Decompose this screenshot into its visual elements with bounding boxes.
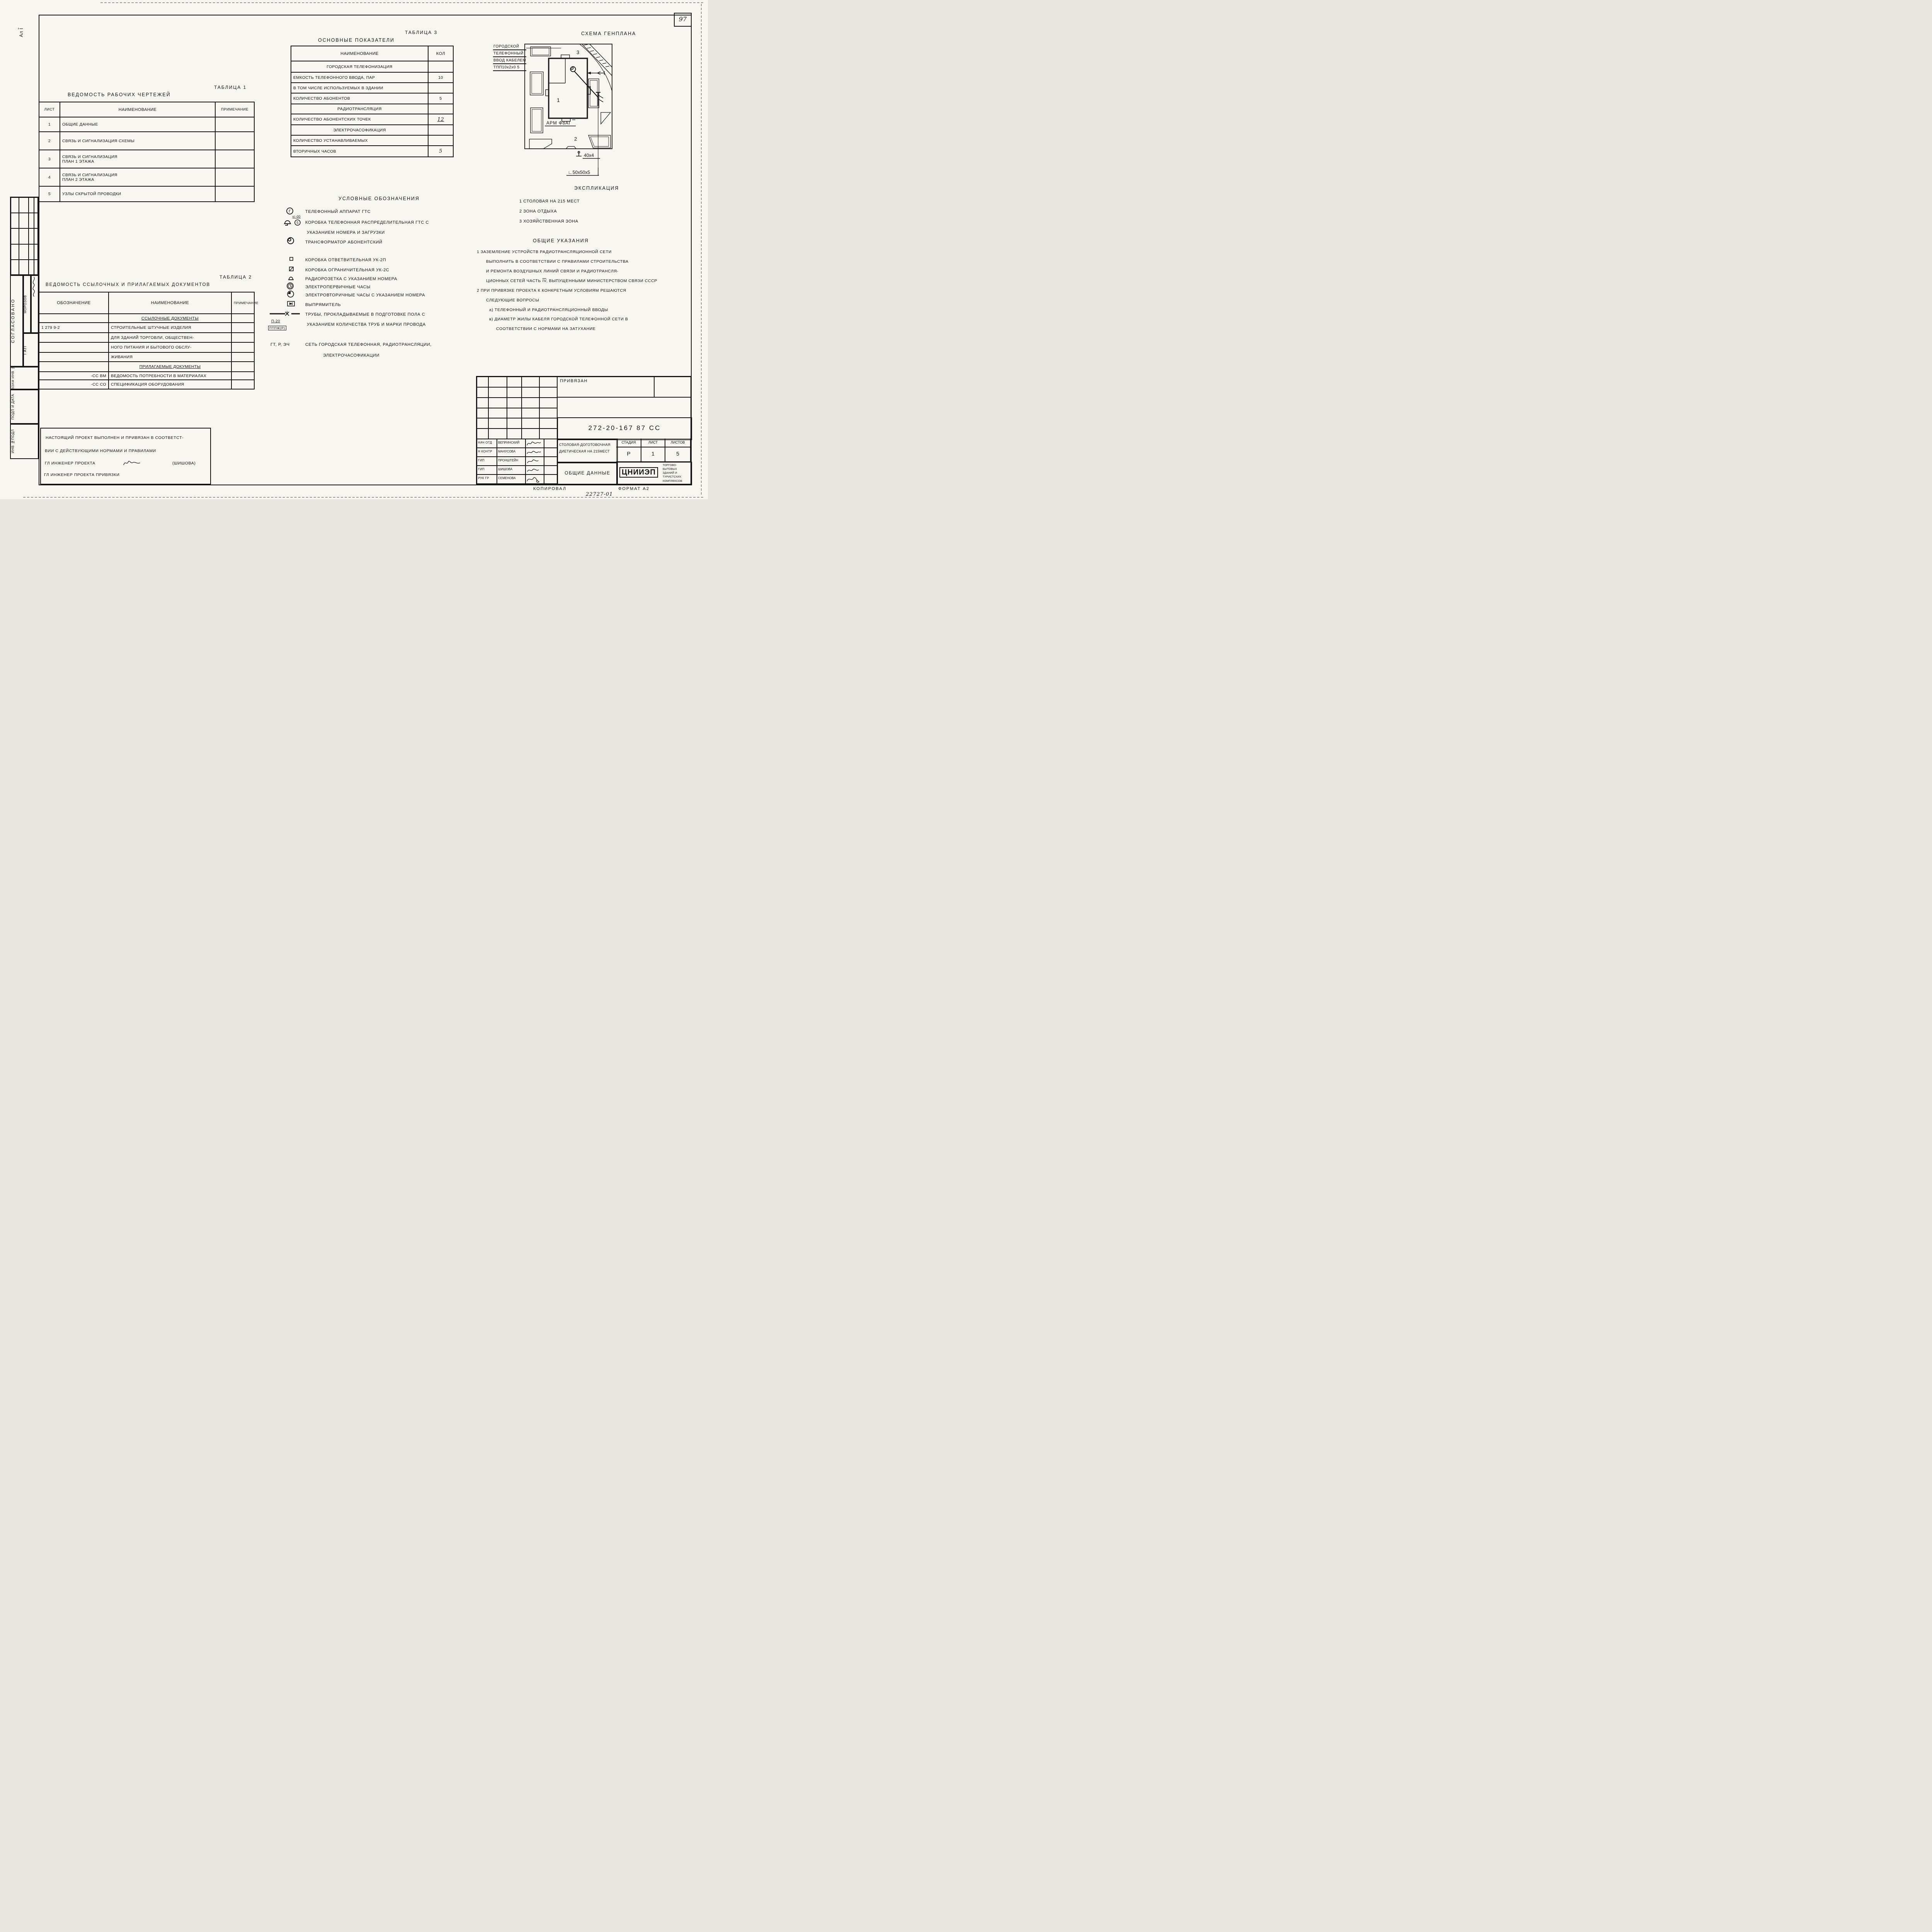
table-row: НОГО ПИТАНИЯ И БЫТОВОГО ОБСЛУ- [39,342,254,352]
notes-line: СЛЕДУЮЩИЕ ВОПРОСЫ [486,298,539,303]
svg-text:1: 1 [557,97,560,103]
secondary-clock-icon [287,290,294,298]
org-logo: ЦНИИЭП [619,467,658,478]
table1-header-list: ЛИСТ [39,102,60,117]
drawing-sheet [0,0,708,499]
callout-line: ГОРОДСКОЙ [493,43,526,50]
signer-name: ВЕПРИНСКИЙ [497,439,526,448]
stage-value-row [616,447,690,462]
table-row: КОЛИЧЕСТВО АБОНЕНТСКИХ ТОЧЕК 12 [291,114,453,125]
table-row: ЭЛЕКТРОЧАСОФИКАЦИЯ [291,125,453,135]
table3-title: ОСНОВНЫЕ ПОКАЗАТЕЛИ [318,37,395,43]
table-row: 5 УЗЛЫ СКРЫТОЙ ПРОВОДКИ [39,186,254,202]
table2-header-code: ОБОЗНАЧЕНИЕ [39,292,109,314]
table-row: ГОРОДСКАЯ ТЕЛЕФОНИЗАЦИЯ [291,61,453,72]
signer-role: ГИП [477,457,497,466]
table-row: ВТОРИЧНЫХ ЧАСОВ 5 [291,146,453,157]
legend-item-text: КОРОБКА ОТВЕТВИТЕЛЬНАЯ УК-2П [305,258,386,262]
title-block [476,376,691,485]
legend-item-text: СЕТЬ ГОРОДСКАЯ ТЕЛЕФОННАЯ, РАДИОТРАНСЛЯЦИИ, [305,342,432,347]
svg-text:2: 2 [574,136,577,142]
footer-code: 22727-01 [586,492,613,497]
table-row: ПРИЛАГАЕМЫЕ ДОКУМЕНТЫ [39,362,254,372]
table1 [39,102,255,202]
svg-text:Г: Г [289,209,291,214]
margin-soglasovano-cell [10,274,24,367]
notes-line: ЦИОННЫХ СЕТЕЙ ЧАСТЬ $\overline{IV}$, ВЫПУЩЕННЫМИ МИНИСТЕРСТВОМ СВЯЗИ СССР [486,279,657,283]
table1-tag: ТАБЛИЦА 1 [214,85,247,90]
vzam-label: ВЗАМ ИНВ № [11,366,15,389]
note-line: ГЛ ИНЖЕНЕР ПРОЕКТА [45,461,95,466]
legend-item-text: ТРУБЫ, ПРОКЛАДЫВАЕМЫЕ В ПОДГОТОВКЕ ПОЛА С [305,312,425,317]
legend-item-text: ТРАНСФОРМАТОР АБОНЕНТСКИЙ [305,240,383,245]
table2-tag: ТАБЛИЦА 2 [219,274,252,280]
genplan-drawing [521,40,637,179]
table-row: ССЫЛОЧНЫЕ ДОКУМЕНТЫ [39,314,254,323]
signer-name: МАНУСОВА [497,448,526,457]
signer-role: Н КОНТР [477,448,497,457]
legend-title: УСЛОВНЫЕ ОБОЗНАЧЕНИЯ [338,196,420,201]
signer-signature [526,474,544,484]
legend-item-text: КОРОБКА ОГРАНИЧИТЕЛЬНАЯ УК-2С [305,268,389,272]
signer-signature [526,439,544,448]
legend-item-text: ЭЛЕКТРОЧАСОФИКАЦИИ [323,353,380,358]
explication-item: 1 СТОЛОВАЯ НА 215 МЕСТ [519,199,580,204]
table3-tag: ТАБЛИЦА 3 [405,30,438,35]
callout-line: ВВОД КАБЕЛЕМ [493,57,526,64]
legend-item-text: ТЕЛЕФОННЫЙ АППАРАТ ГТС [305,209,371,214]
note-line: ВИИ С ДЕЙСТВУЮЩИМИ НОРМАМИ И ПРАВИЛАМИ [45,449,156,453]
table-row: ДЛЯ ЗДАНИЙ ТОРГОВЛИ, ОБЩЕСТВЕН- [39,333,254,342]
table1-title: ВЕДОМОСТЬ РАБОЧИХ ЧЕРТЕЖЕЙ [68,92,171,97]
empty-band-cell [557,397,691,418]
table3-header-qty: КОЛ [428,46,453,61]
margin-gap-cell [22,332,39,367]
rectifier-icon [287,300,295,307]
signer-signature [526,448,544,457]
signer-role: НАЧ ОТД [477,439,497,448]
margin-inv-cell [10,423,39,459]
branch-box-icon [289,256,294,262]
signer-name: СЕМЕНОВА [497,474,526,484]
dim-50x50x5: ∟50х50х5 [568,170,590,175]
margin-signature-cell [30,274,39,334]
legend-item-text: РАДИОРОЗЕТКА С УКАЗАНИЕМ НОМЕРА [305,277,397,281]
sheets-label: ЛИСТОВ [665,439,690,447]
svg-text:АРМ Ф8АI: АРМ Ф8АI [546,121,570,126]
gap-label: ГАП [23,345,27,355]
note-line-name: (ШИШОВА) [172,461,196,466]
format-label: ФОРМАТ А2 [618,486,650,491]
table-row: ЕМКОСТЬ ТЕЛЕФОННОГО ВВОДА, ПАР 10 [291,72,453,83]
signer-name: ПРОНШТЕЙН [497,457,526,466]
telephone-icon [286,207,294,215]
table-row: ЖИВАНИЯ [39,352,254,362]
note-line: ГЛ ИНЖЕНЕР ПРОЕКТА ПРИВЯЗКИ [44,473,120,477]
transformer-icon [287,236,294,245]
callout-line: ТПП10х2х0 5 [493,64,526,71]
legend-item-text: ЭЛЕКТРОПЕРВИЧНЫЕ ЧАСЫ [305,285,371,289]
table-row: -СС ВМ ВЕДОМОСТЬ ПОТРЕБНОСТИ В МАТЕРИАЛАХ [39,372,254,380]
notes-line: 2 ПРИ ПРИВЯЗКЕ ПРОЕКТА К КОНКРЕТНЫМ УСЛОВИЯМ РЕШАЮТСЯ [477,288,626,293]
org-cell [616,462,692,485]
explication-title: ЭКСПЛИКАЦИЯ [574,185,619,191]
notes-line: 1 ЗАЗЕМЛЕНИЕ УСТРОЙСТВ РАДИОТРАНСЛЯЦИОННОЙ СЕТИ [477,250,612,254]
inv-label: ИНВ №ПОДЛ [11,429,15,453]
legend-item-text: ЭЛЕКТРОВТОРИЧНЫЕ ЧАСЫ С УКАЗАНИЕМ НОМЕРА [305,293,425,298]
note-line: НАСТОЯЩИЙ ПРОЕКТ ВЫПОЛНЕН И ПРИВЯЗАН В СООТВЕТСТ- [46,435,184,440]
svg-text:5: 5 [296,221,299,225]
table-row: РАДИОТРАНСЛЯЦИЯ [291,104,453,114]
morozov-signature [31,275,37,298]
stage-label: СТАДИЯ [616,439,641,447]
page-number: 97 [679,15,687,23]
radio-socket-icon [287,274,294,281]
project-name-cell [557,439,618,463]
table-row: 4 СВЯЗЬ И СИГНАЛИЗАЦИЯ ПЛАН 2 ЭТАЖА [39,168,254,186]
album-code: Ал $\overline{I}$ [19,27,24,37]
signer-role: ГИП [477,466,497,474]
project-name: СТОЛОВАЯ-ДОГОТОВОЧНАЯ ДИЕТИЧЕСКАЯ НА 215МЕСТ [559,443,611,454]
privyazan-cell: ПРИВЯЗАН [557,377,655,398]
genplan-title: СХЕМА ГЕНПЛАНА [581,31,636,36]
notes-line: СООТВЕТСТВИИ С НОРМАМИ НА ЗАТУХАНИЕ [496,327,596,331]
table3-header-name: НАИМЕНОВАНИЕ [291,46,428,61]
margin-grid [10,197,39,276]
notes-line: в) ДИАМЕТР ЖИЛЫ КАБЕЛЯ ГОРОДСКОЙ ТЕЛЕФОННОЙ СЕТИ В [489,317,628,321]
table-row: 3 СВЯЗЬ И СИГНАЛИЗАЦИЯ ПЛАН 1 ЭТАЖА [39,150,254,168]
table2 [39,292,259,389]
legend-item-text: КОРОБКА ТЕЛЕФОННАЯ РАСПРЕДЕЛИТЕЛЬНАЯ ГТС С [305,220,429,225]
table2-header-name: НАИМЕНОВАНИЕ [109,292,231,314]
sheet-label: ЛИСТ [641,439,665,447]
sheets-value: 5 [665,447,690,462]
notes-line: И РЕМОНТА ВОЗДУШНЫХ ЛИНИЙ СВЯЗИ И РАДИОТРАНСЛЯ- [486,269,619,274]
privyazan-right-cell [654,377,691,398]
shishova-signature [122,458,141,467]
table3 [291,46,454,157]
podp-label: ПОДП И ДАТА [11,394,15,420]
kopiroval-label: КОПИРОВАЛ [533,486,567,491]
signer-role: РУК ГР [477,474,497,484]
table-row: В ТОМ ЧИСЛЕ ИСПОЛЬЗУЕМЫХ В ЗДАНИИ [291,83,453,93]
pipes-tag2: ПТПЖ(Р) [268,326,286,330]
table1-header-note: ПРИМЕЧАНИЕ [215,102,254,117]
signer-rows [477,439,557,484]
table2-title: ВЕДОМОСТЬ ССЫЛОЧНЫХ И ПРИЛАГАЕМЫХ ДОКУМЕНТОВ [46,282,211,287]
margin-vzam-cell [10,366,39,390]
table-row: -СС СО СПЕЦИФИКАЦИЯ ОБОРУДОВАНИЯ [39,380,254,389]
table-row: 1 ОБЩИЕ ДАННЫЕ [39,117,254,132]
notes-title: ОБЩИЕ УКАЗАНИЯ [533,238,589,243]
legend-item-text: УКАЗАНИЕМ НОМЕРА И ЗАГРУЗКИ [307,230,385,235]
svg-text:3: 3 [577,49,580,55]
limit-box-icon [288,266,294,272]
network-prefix: ГТ, Р, ЭЧ [270,342,290,347]
dim-40x4: 40х4 [584,153,594,158]
stage-header-row [616,439,690,447]
primary-clock-icon [286,282,294,290]
stage-value: Р [616,447,641,462]
callout-line: ТЕЛЕФОННЫЙ [493,50,526,57]
pipes-icon [270,311,303,317]
signer-signature [526,466,544,474]
table1-header-name: НАИМЕНОВАНИЕ [60,102,215,117]
explication-item: 3 ХОЗЯЙСТВЕННАЯ ЗОНА [519,219,578,224]
project-note-box [40,428,211,485]
page-number-box [674,13,692,27]
table-row: КОЛИЧЕСТВО УСТАНАВЛИВАЕМЫХ [291,135,453,146]
signer-signature [526,457,544,466]
revision-grid [477,377,557,439]
legend-item-text: УКАЗАНИЕМ КОЛИЧЕСТВА ТРУБ И МАРКИ ПРОВОДА [307,322,426,327]
paper-edge-top [100,2,703,3]
sheet-title: ОБЩИЕ ДАННЫЕ [565,470,611,476]
distribution-box-icon [284,219,302,226]
legend-item-tag: кг-00 [293,215,301,218]
table2-header-note: ПРИМЕЧАНИЕ [231,292,254,314]
sheet-value: 1 [641,447,665,462]
margin-podp-cell [10,389,39,425]
pipes-tag1: П-20 [271,319,280,323]
legend-item-text: ВЫПРЯМИТЕЛЬ [305,303,341,307]
table-row: КОЛИЧЕСТВО АБОНЕНТОВ 5 [291,93,453,104]
table-row: 2 СВЯЗЬ И СИГНАЛИЗАЦИЯ СХЕМЫ [39,132,254,150]
paper-edge-right [701,4,702,495]
doc-number-cell [557,417,692,440]
sheet-title-cell [557,462,618,485]
signer-name: ШИШОВА [497,466,526,474]
soglasovano-label: СОГЛАСОВАНО [11,298,15,344]
org-subtitle: ТОРГОВО- БЫТОВЫХ ЗДАНИЙ И ТУРИСТСКИХ КОМПЛЕКСОВ [663,464,682,483]
explication-item: 2 ЗОНА ОТДЫХА [519,209,557,214]
table-row: 1 279 9-2 СТРОИТЕЛЬНЫЕ ШТУЧНЫЕ ИЗДЕЛИЯ [39,323,254,333]
notes-line: ВЫПОЛНИТЬ В СООТВЕТСТВИИ С ПРАВИЛАМИ СТРОИТЕЛЬСТВА [486,259,629,264]
notes-line: а) ТЕЛЕФОННЫЙ И РАДИОТРАНСЛЯЦИОННЫЙ ВВОДЫ [489,308,608,312]
morozov-label: МОРОЗОВ [23,295,27,313]
doc-number: 272-20-167 87 СС [588,424,661,432]
